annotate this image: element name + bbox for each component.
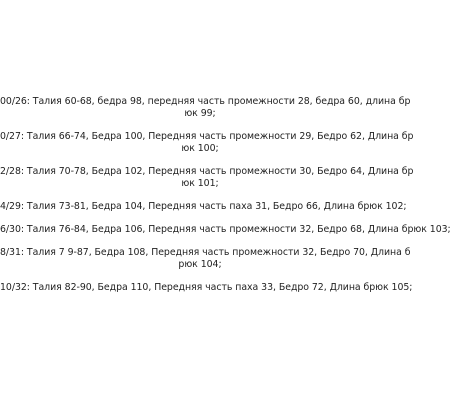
size-entry-line: 6/30: Талия 76-84, Бедра 106, Передняя часть промежности 32, Бедро 68, Длина брюк 103; bbox=[0, 224, 451, 235]
size-entry-line: юк 100; bbox=[181, 143, 219, 154]
size-entry-line: юк 101; bbox=[181, 178, 219, 189]
size-entry-line: 8/31: Талия 7 9-87, Бедра 108, Передняя часть промежности 32, Бедро 70, Длина б bbox=[0, 247, 411, 258]
size-entry-00-26 bbox=[0, 96, 411, 120]
size-chart-list bbox=[0, 96, 451, 305]
size-entry-0-27 bbox=[0, 131, 414, 155]
size-entry-10-32 bbox=[0, 282, 413, 294]
size-entry-line: 2/28: Талия 70-78, Бедра 102, Передняя часть промежности 30, Бедро 64, Длина бр bbox=[0, 166, 414, 177]
size-entry-line: юк 99; bbox=[184, 108, 216, 119]
size-entry-4-29 bbox=[0, 201, 407, 213]
size-entry-line: 4/29: Талия 73-81, Бедра 104, Передняя часть паха 31, Бедро 66, Длина брюк 102; bbox=[0, 201, 407, 212]
size-entry-line: рюк 104; bbox=[178, 259, 222, 270]
size-entry-6-30 bbox=[0, 224, 451, 236]
size-entry-2-28 bbox=[0, 166, 414, 190]
size-entry-8-31 bbox=[0, 247, 411, 271]
size-entry-line: 0/27: Талия 66-74, Бедра 100, Передняя часть промежности 29, Бедро 62, Длина бр bbox=[0, 131, 414, 142]
size-entry-line: 10/32: Талия 82-90, Бедра 110, Передняя часть паха 33, Бедро 72, Длина брюк 105; bbox=[0, 282, 413, 293]
size-entry-line: 00/26: Талия 60-68, бедра 98, передняя часть промежности 28, бедра 60, длина бр bbox=[0, 96, 411, 107]
